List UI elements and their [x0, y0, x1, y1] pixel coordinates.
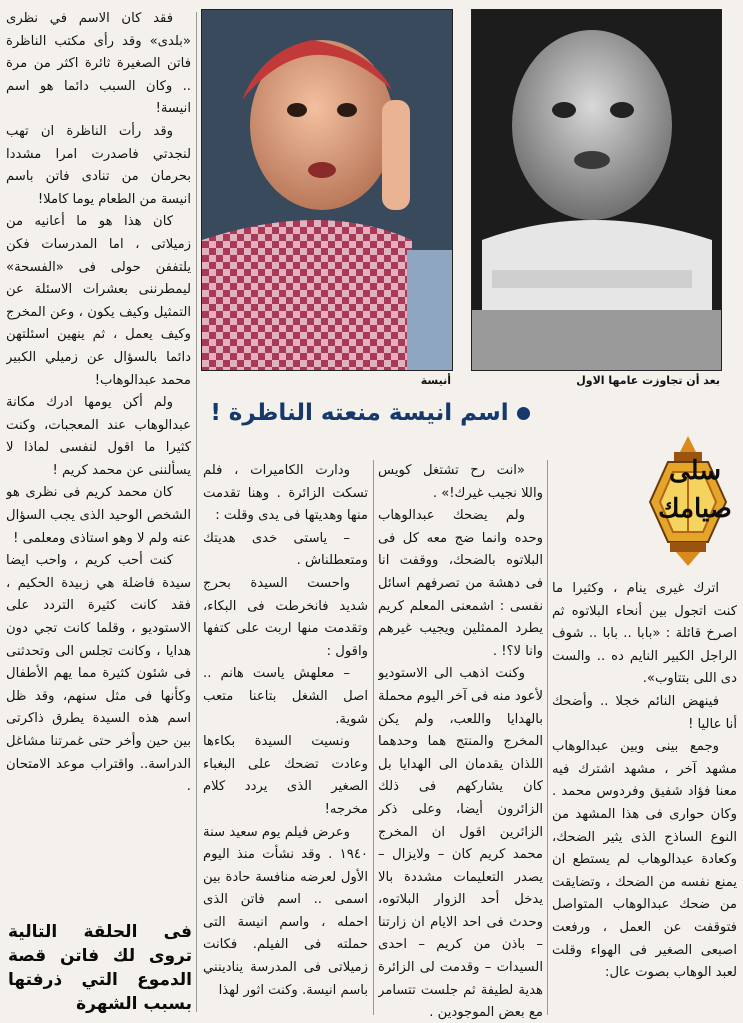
article-column-middle	[203, 460, 368, 1020]
paragraph: – ياستى خدى هديتك ومتعطلناش .	[203, 530, 368, 569]
article-column-right	[552, 578, 737, 1020]
paragraph: ونسيت السيدة بكاءها وعادت تضحك على البغباء الصغير الذى يردد كلام مخرجه!	[203, 734, 368, 817]
column-divider	[373, 460, 374, 1015]
paragraph: فقد كان الاسم في نظرى «بلدى» وقد رأى مكتب الناظرة فاتن الصغيرة ثائرة اكثر من مرة .. وكان السبب دائما هو اسم انيسة!	[6, 11, 191, 117]
paragraph: اترك غيرى ينام ، وكثيرا ما كنت اتجول بين أنحاء البلاتوه ثم اصرخ قائلة : «بابا .. بابا .. شوف الراجل الكبير النايم ده .. والست دى اللى بتتاوب».	[552, 581, 737, 687]
paragraph: كنت أحب كريم ، واحب ايضا سيدة فاضلة هي زبيدة الحكيم ، فقد كانت كثيرة التردد على الاستوديو ، وقلما كانت تجي دون هدايا ، وكانت تجلس الى وتحدثنى فى شئون كثيرة مما يهم الأطفال وكأنها فى مثل سنهم، وقد ظل اسم هذه السيدة يطرق ذاكرتى بين حين وأخر حتى غمرتنا مشاغل الدراسة.. واقتراب موعد الامتحان .	[6, 553, 191, 795]
paragraph: ودارت الكاميرات ، فلم تسكت الزائرة . وهنا تقدمت منها وهديتها فى يدى وقلت :	[203, 463, 368, 524]
baby-photo	[471, 9, 722, 371]
ramadan-box-text: سلى صيامك	[658, 456, 732, 524]
article-headline	[190, 400, 550, 426]
paragraph: وقد رأت الناظرة ان تهب لنجدتي فاصدرت امرا مشددا بحرمان من تنادى فاتن باسم انيسة من الطعام يوما كاملا!	[6, 123, 191, 207]
paragraph: – معلهش ياست هانم .. اصل الشغل بتاعنا متعب شوية.	[203, 666, 368, 727]
headline-text: اسم انيسة منعته الناظرة !	[210, 400, 509, 426]
paragraph: ولم أكن يومها ادرك مكانة عبدالوهاب عند المعجبات، وكنت كثيرا ما اقول لنفسى لماذا لا يسألننى عن محمد كريم !	[6, 395, 191, 478]
paragraph: «انت رح تشتغل كويس واللا نجيب غيرك!» .	[378, 463, 543, 501]
girl-photo	[201, 9, 453, 371]
baby-photo-illustration	[472, 10, 721, 370]
paragraph: كان هذا هو ما أعانيه من زميلاتى ، اما المدرسات فكن يلتففن حولى فى «الفسحة» ليمطرننى بعشرات الاسئلة عن التمثيل وكيف يكون ، وعن المخرج وكيف يعمل ، ثم ينهين اسئلتهن دائما بالسؤال عن زميلي الكبير محمد عبدالوهاب!	[6, 214, 191, 388]
column-divider	[196, 12, 197, 1012]
paragraph: وكنت اذهب الى الاستوديو لأعود منه فى آخر اليوم محملة بالهدايا واللعب، ولم يكن المخرج والمنتج هما وحدهما اللذان يقدمان الى الهدايا بل كان يشاركهم فى ذلك الزائرون أيضا، وعلى ذكر الزائرين اقول ان المخرج محمد كريم كان – ولايزال – يصدر التعليمات مشددة بالا يدخل أحد الزوار البلاتوه، وحدث فى احد الايام ان زارتنا – باذن من كريم – احدى السيدات – وقدمت لى الزائرة هدية لطيفة ثم جلست تتسامر مع بعض الموجودين .	[378, 666, 543, 1020]
paragraph: ولم يضحك عبدالوهاب وحده وانما ضج معه كل فى البلاتوه بالضحك، ووقفت انا فى دهشة من تصرفهم اسائل نفسى : اشمعنى المعلم كريم يطرد الممثلين ويجيب غيرهم وانا لا؟! .	[378, 508, 543, 659]
article-column-center-right	[378, 460, 543, 1020]
paragraph: كان محمد كريم فى نظرى هو الشخص الوحيد الذى يجب السؤال عنه ولم لا وهو استاذى ومعلمى !	[6, 485, 191, 546]
girl-photo-caption: أنيسة	[420, 374, 451, 387]
baby-photo-caption: بعد أن تجاوزت عامها الاول	[576, 374, 720, 387]
girl-photo-illustration	[202, 10, 452, 370]
bullet-icon	[517, 407, 530, 420]
paragraph: فينهض النائم خجلا .. وأضحك أنا عاليا !	[552, 693, 737, 732]
column-divider	[547, 460, 548, 1015]
paragraph: واحست السيدة بحرج شديد فانخرطت فى البكاء، وتقدمت منها اربت على كتفها واقول :	[203, 575, 368, 659]
paragraph: وجمع بينى وبين عبدالوهاب مشهد آخر ، مشهد اشترك فيه معنا فؤاد شفيق وفردوس محمد . وكان حوارى فى هذا المشهد من النوع الساذج الذى يثير الضحك، وكعادة عبدالوهاب لم يستطع ان يمنع نفسه من الضحك ، وتضايقت من ضحك عبدالوهاب المتواصل فتوقفت عن العمل ، ورفعت اصبعى الصغير فى الهواء وقلت لعبد الوهاب بصوت عال:	[552, 739, 737, 981]
next-episode-teaser: فى الحلقة التالية تروى لك فاتن قصة الدموع التي ذرفتها بسبب الشهرة	[8, 922, 192, 1014]
article-column-left	[6, 8, 191, 1023]
paragraph: وعرض فيلم يوم سعيد سنة ١٩٤٠ . وقد نشأت منذ اليوم الأول لعرضه منافسة حادة بين اسمى .. اسم فاتن الذى احمله ، واسم انيسة التى حملته فى الفيلم. فكانت زميلاتى فى المدرسة ينادينني باسم انيسة. وكنت اثور لهذا	[203, 824, 368, 998]
